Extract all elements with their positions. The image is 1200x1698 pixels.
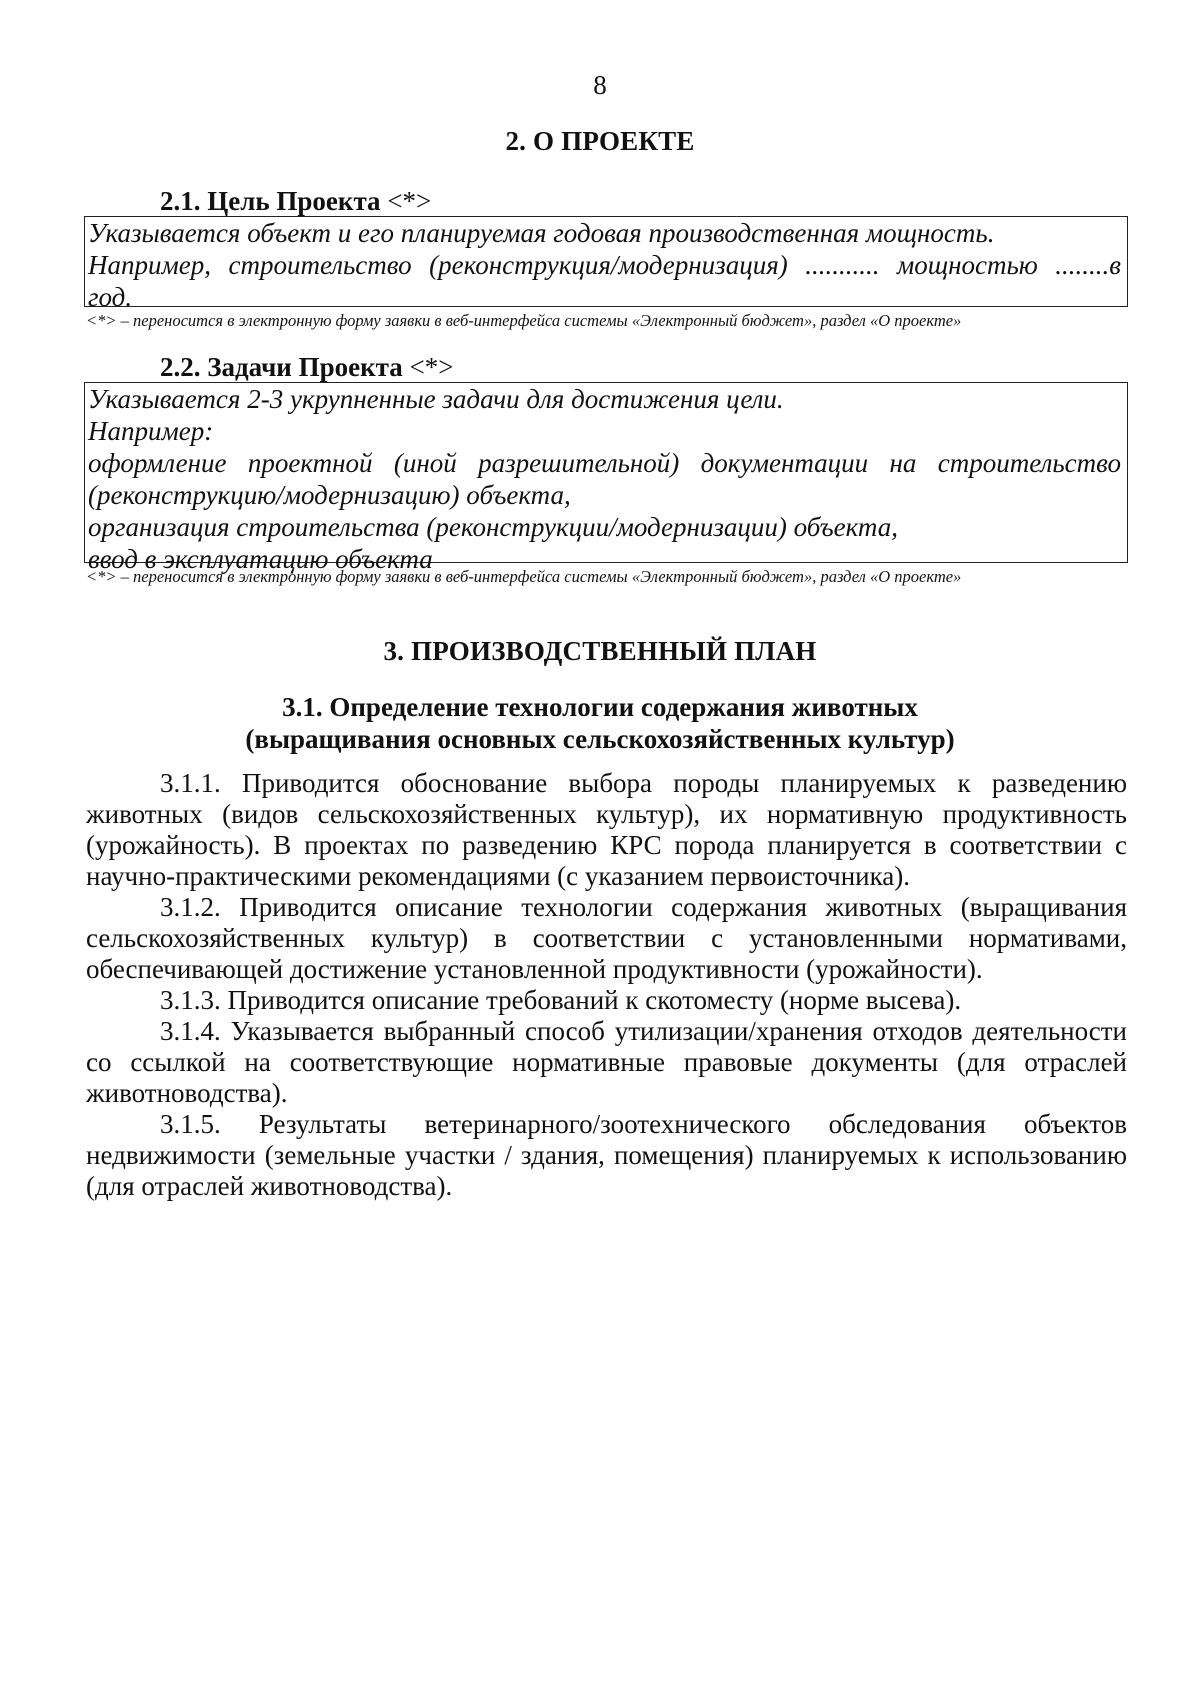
goal-box xyxy=(84,216,1128,312)
tasks-heading-label: 2.2. Задачи Проекта xyxy=(160,352,403,382)
tasks-box-line: ввод в эксплуатацию объекта xyxy=(88,544,433,574)
page-number: 8 xyxy=(593,70,607,100)
subsection-title xyxy=(0,691,1200,755)
goal-heading-mark: <*> xyxy=(387,186,432,216)
tasks-box-line: Указывается 2-3 укрупненные задачи для достижения цели. xyxy=(88,384,784,414)
paragraph-3-1-1: 3.1.1. Приводится обоснование выбора породы планируемых к разведению животных (видов сельскохозяйственных культур), их нормативную продуктивность (урожайность). В проектах по разведению КРС порода планируется в соответствии с научно-практическими рекомендациями (с указанием первоисточника). xyxy=(86,768,1127,891)
section-title-production-plan: 3. ПРОИЗВОДСТВЕННЫЙ ПЛАН xyxy=(383,636,817,666)
paragraph-3-1-4: 3.1.4. Указывается выбранный способ утилизации/хранения отходов деятельности со ссылкой на соответствующие нормативные правовые документы (для отраслей животноводства). xyxy=(86,1016,1127,1108)
tasks-box-line: Например: xyxy=(88,416,214,446)
subsection-title-line: (выращивания основных сельскохозяйственных культур) xyxy=(245,724,955,754)
goal-box-line: Например, строительство (реконструкция/модернизация) ........... мощностью ........в xyxy=(88,250,1121,280)
production-plan-body xyxy=(86,768,1127,1202)
tasks-box-line: (реконструкцию/модернизацию) объекта, xyxy=(88,480,571,510)
paragraph-3-1-5: 3.1.5. Результаты ветеринарного/зоотехнического обследования объектов недвижимости (земельные участки / здания, помещения) планируемых к использованию (для отраслей животноводства). xyxy=(86,1109,1127,1201)
tasks-footnote: <*> – переносится в электронную форму заявки в веб-интерфейса системы «Электронный бюджет», раздел «О проекте» xyxy=(86,567,962,586)
goal-box-line: год. xyxy=(88,282,133,312)
goal-heading xyxy=(160,186,431,217)
tasks-heading-mark: <*> xyxy=(409,352,454,382)
goal-footnote: <*> – переносится в электронную форму заявки в веб-интерфейса системы «Электронный бюджет», раздел «О проекте» xyxy=(86,311,962,330)
tasks-heading xyxy=(160,352,453,383)
section-title-about-project: 2. О ПРОЕКТЕ xyxy=(505,126,695,156)
tasks-box-line: оформление проектной (иной разрешительной) документации на строительство xyxy=(88,448,1121,478)
subsection-title-line: 3.1. Определение технологии содержания животных xyxy=(282,692,918,722)
goal-heading-label: 2.1. Цель Проекта xyxy=(160,186,381,216)
tasks-box xyxy=(84,382,1128,574)
paragraph-3-1-3: 3.1.3. Приводится описание требований к скотоместу (норме высева). xyxy=(160,985,962,1015)
paragraph-3-1-2: 3.1.2. Приводится описание технологии содержания животных (выращивания сельскохозяйственных культур) в соответствии с установленными нормативами, обеспечивающей достижение установленной продуктивности (урожайности). xyxy=(86,892,1127,984)
goal-box-line: Указывается объект и его планируемая годовая производственная мощность. xyxy=(88,218,995,248)
tasks-box-line: организация строительства (реконструкции/модернизации) объекта, xyxy=(88,512,899,542)
